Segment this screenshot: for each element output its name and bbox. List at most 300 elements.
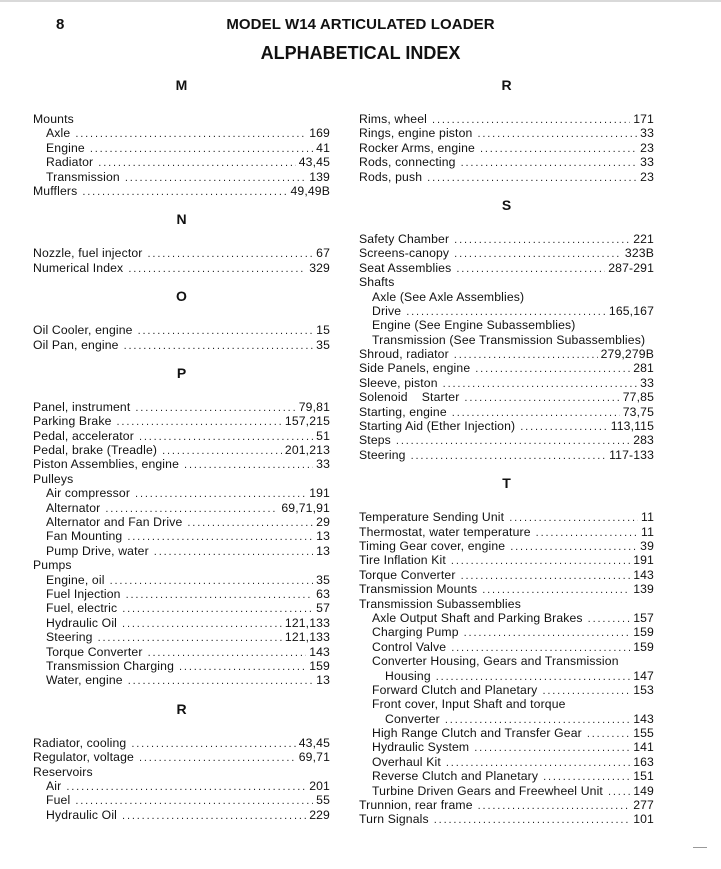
entry-pages: 13 [316, 673, 330, 688]
dot-leader [446, 755, 630, 770]
index-entry [359, 611, 654, 625]
entry-pages: 143 [309, 644, 330, 659]
entry-label: Reservoirs [33, 764, 93, 779]
entry-pages: 147 [633, 668, 654, 683]
dot-leader [138, 323, 314, 338]
entry-label: Numerical Index [33, 260, 124, 275]
dot-leader [461, 568, 631, 583]
dot-leader [432, 112, 630, 127]
entry-label: Fuel [46, 793, 71, 808]
index-entry [359, 419, 654, 433]
dot-leader [98, 155, 295, 170]
entry-label: Radiator, cooling [33, 735, 127, 750]
index-entry [33, 808, 330, 822]
entry-label: Pump Drive, water [46, 543, 149, 558]
index-entry [33, 765, 330, 779]
dot-leader [452, 405, 620, 420]
dot-leader [135, 486, 306, 501]
entry-label: Pedal, accelerator [33, 428, 134, 443]
dot-leader [434, 812, 630, 827]
index-entry [33, 616, 330, 630]
entry-label: Turbine Driven Gears and Freewheel Unit [372, 783, 603, 798]
entry-label: Converter [385, 711, 440, 726]
entry-label: Control Valve [372, 639, 447, 654]
entry-label: Piston Assemblies, engine [33, 457, 180, 472]
entry-label: Transmission (See Transmission Subassemblies) [372, 332, 646, 347]
entry-pages: 23 [640, 140, 654, 155]
index-entry [359, 525, 654, 539]
dot-leader [75, 126, 306, 141]
entry-pages: 57 [316, 601, 330, 616]
entry-label: Transmission [46, 169, 120, 184]
index-entry [359, 669, 654, 683]
entry-pages: 141 [633, 740, 654, 755]
entry-label: Mounts [33, 112, 74, 126]
entry-label: Nozzle, fuel injector [33, 246, 143, 261]
dot-leader [411, 448, 607, 463]
section-letter: N [176, 211, 187, 228]
entry-pages: 191 [633, 553, 654, 568]
dot-leader [461, 155, 638, 170]
index-entry [359, 597, 654, 611]
entry-label: Torque Converter [46, 644, 143, 659]
entry-pages: 163 [633, 754, 654, 769]
index-entry [359, 798, 654, 812]
section-spacer [33, 226, 330, 246]
entry-label: Rims, wheel [359, 112, 428, 126]
entry-pages: 67 [316, 246, 330, 261]
dot-leader [122, 616, 282, 631]
dot-leader [480, 141, 637, 156]
entry-pages: 23 [640, 169, 654, 184]
entry-label: Fan Mounting [46, 529, 123, 544]
entry-pages: 33 [640, 375, 654, 390]
page-number: 8 [56, 16, 65, 33]
entry-pages: 323B [624, 246, 654, 261]
entry-pages: 191 [309, 486, 330, 501]
index-entry [33, 184, 330, 198]
index-entry [33, 630, 330, 644]
entry-label: Sleeve, piston [359, 375, 438, 390]
index-entry [359, 740, 654, 754]
index-entry [359, 390, 654, 404]
index-entry [359, 640, 654, 654]
entry-pages: 153 [633, 682, 654, 697]
dot-leader [588, 611, 631, 626]
entry-label: Seat Assemblies [359, 260, 452, 275]
entry-label: Water, engine [46, 673, 123, 688]
entry-label: Converter Housing, Gears and Transmission [372, 654, 619, 669]
entry-label: Trunnion, rear frame [359, 798, 473, 813]
index-entry [359, 625, 654, 639]
dot-leader [135, 400, 295, 415]
index-entry [33, 141, 330, 155]
entry-label: Transmission Charging [46, 658, 175, 673]
entry-pages: 171 [633, 112, 654, 126]
section-letter: M [175, 77, 188, 93]
entry-pages: 11 [641, 524, 654, 539]
entry-pages: 113,115 [610, 419, 654, 434]
entry-label: Starting Aid (Ether Injection) [359, 419, 516, 434]
entry-pages: 169 [309, 126, 330, 141]
index-entry [359, 448, 654, 462]
entry-pages: 69,71,91 [281, 500, 330, 515]
entry-pages: 49,49B [290, 183, 330, 198]
index-entry [33, 529, 330, 543]
index-entry [33, 155, 330, 169]
dot-leader [454, 347, 598, 362]
dot-leader [436, 669, 630, 684]
entry-label: Alternator and Fan Drive [46, 515, 183, 530]
dot-leader [127, 529, 313, 544]
entry-label: Hydraulic Oil [46, 807, 118, 822]
entry-pages: 73,75 [622, 404, 654, 419]
entry-label: Turn Signals [359, 812, 429, 827]
index-entry [359, 405, 654, 419]
scan-mark [693, 847, 707, 848]
dot-leader [510, 539, 637, 554]
index-entry [33, 400, 330, 414]
dot-leader [128, 673, 313, 688]
dot-leader [124, 338, 314, 353]
section-spacer [33, 716, 330, 736]
entry-label: Shroud, radiator [359, 347, 449, 362]
entry-pages: 157,215 [284, 414, 330, 429]
entry-pages: 77,85 [622, 390, 654, 405]
dot-leader [75, 793, 313, 808]
entry-pages: 139 [309, 169, 330, 184]
index-entry [359, 568, 654, 582]
dot-leader [125, 170, 306, 185]
dot-leader [98, 630, 282, 645]
entry-label: Pumps [33, 558, 72, 573]
dot-leader [406, 304, 606, 319]
dot-leader [542, 683, 630, 698]
section-spacer [359, 212, 654, 232]
index-column-right [359, 78, 654, 827]
index-entry [33, 323, 330, 337]
entry-pages: 117-133 [609, 447, 654, 462]
dot-leader [139, 750, 296, 765]
dot-leader [110, 573, 314, 588]
entry-label: Oil Cooler, engine [33, 323, 133, 338]
entry-label: Transmission Mounts [359, 582, 478, 597]
index-entry [359, 553, 654, 567]
index-entry [359, 141, 654, 155]
entry-label: Housing [385, 668, 431, 683]
index-entry [33, 170, 330, 184]
dot-leader [451, 640, 630, 655]
dot-leader [117, 414, 282, 429]
entry-pages: 39 [640, 538, 654, 553]
index-entry [33, 429, 330, 443]
dot-leader [445, 712, 630, 727]
dot-leader [90, 141, 313, 156]
entry-label: Mufflers [33, 183, 78, 198]
index-entry [33, 750, 330, 764]
dot-leader [520, 419, 607, 434]
dot-leader [66, 779, 306, 794]
entry-label: Steering [46, 630, 93, 645]
index-entry [33, 736, 330, 750]
entry-label: Overhaul Kit [372, 754, 441, 769]
index-entry [359, 510, 654, 524]
index-entry [33, 645, 330, 659]
entry-pages: 29 [316, 515, 330, 530]
entry-pages: 149 [633, 783, 654, 798]
entry-label: Solenoid Starter [359, 390, 460, 405]
index-entry [33, 659, 330, 673]
index-entry [33, 126, 330, 140]
index-entry [33, 587, 330, 601]
entry-pages: 201 [309, 778, 330, 793]
index-entry [33, 472, 330, 486]
entry-pages: 51 [316, 428, 330, 443]
entry-pages: 35 [316, 572, 330, 587]
dot-leader [478, 798, 631, 813]
entry-pages: 55 [316, 793, 330, 808]
entry-pages: 101 [633, 812, 654, 827]
entry-label: Fuel, electric [46, 601, 118, 616]
entry-pages: 43,45 [298, 735, 330, 750]
index-entry [33, 457, 330, 471]
entry-label: Forward Clutch and Planetary [372, 682, 538, 697]
index-entry [33, 112, 330, 126]
entry-label: Torque Converter [359, 567, 456, 582]
index-entry [359, 155, 654, 169]
dot-leader [82, 184, 287, 199]
entry-pages: 43,45 [298, 155, 330, 170]
index-entry [33, 501, 330, 515]
entry-pages: 79,81 [298, 399, 330, 414]
entry-label: Hydraulic System [372, 740, 470, 755]
index-entry [359, 261, 654, 275]
entry-label: Axle Output Shaft and Parking Brakes [372, 610, 583, 625]
entry-pages: 63 [316, 586, 330, 601]
entry-label: Engine, oil [46, 572, 105, 587]
index-entry [359, 697, 654, 711]
entry-pages: 121,133 [284, 615, 330, 630]
dot-leader [184, 457, 313, 472]
entry-label: Front cover, Input Shaft and torque [372, 697, 566, 712]
entry-pages: 15 [316, 323, 330, 338]
index-entry [359, 376, 654, 390]
entry-label: Engine (See Engine Subassemblies) [372, 318, 576, 333]
index-entry [359, 290, 654, 304]
entry-label: Transmission Subassemblies [359, 596, 521, 611]
entry-label: Radiator [46, 155, 94, 170]
entry-pages: 157 [633, 610, 654, 625]
section-letter: P [176, 364, 187, 381]
entry-pages: 121,133 [284, 630, 330, 645]
entry-pages: 229 [309, 807, 330, 822]
entry-label: Air compressor [46, 486, 131, 501]
entry-label: Reverse Clutch and Planetary [372, 769, 539, 784]
section-spacer [359, 92, 654, 112]
entry-label: High Range Clutch and Transfer Gear [372, 726, 582, 741]
dot-leader [474, 740, 630, 755]
index-entry [33, 779, 330, 793]
index-entry [359, 170, 654, 184]
section-letter: O [176, 288, 187, 305]
index-entry [359, 712, 654, 726]
section-spacer [33, 303, 330, 323]
section-letter: R [501, 77, 512, 93]
entry-pages: 69,71 [298, 750, 330, 765]
dot-leader [105, 501, 278, 516]
entry-pages: 13 [316, 543, 330, 558]
section-spacer [33, 92, 330, 112]
index-entry [359, 126, 654, 140]
index-entry [359, 683, 654, 697]
entry-label: Alternator [46, 500, 101, 515]
entry-label: Parking Brake [33, 414, 112, 429]
entry-label: Rods, push [359, 169, 423, 184]
entry-pages: 33 [640, 155, 654, 170]
entry-pages: 139 [633, 582, 654, 597]
dot-leader [443, 376, 637, 391]
index-entry [33, 793, 330, 807]
entry-label: Air [46, 778, 62, 793]
index-entry [359, 784, 654, 798]
dot-leader [477, 126, 637, 141]
index-entry [359, 246, 654, 260]
entry-pages: 283 [633, 433, 654, 448]
index-entry [359, 347, 654, 361]
entry-pages: 35 [316, 337, 330, 352]
index-entry [33, 601, 330, 615]
dot-leader [464, 625, 631, 640]
index-entry [33, 486, 330, 500]
dot-leader [148, 645, 307, 660]
dot-leader [608, 784, 630, 799]
entry-pages: 279,279B [600, 347, 654, 362]
entry-label: Regulator, voltage [33, 750, 134, 765]
dot-leader [451, 553, 630, 568]
entry-label: Rods, connecting [359, 155, 456, 170]
entry-pages: 165,167 [608, 303, 654, 318]
index-column-left [33, 78, 330, 822]
entry-label: Rings, engine piston [359, 126, 473, 141]
entry-label: Axle [46, 126, 71, 141]
entry-label: Drive [372, 303, 402, 318]
index-entry [359, 726, 654, 740]
entry-label: Shafts [359, 275, 395, 290]
index-entry [33, 414, 330, 428]
index-entry [33, 443, 330, 457]
entry-label: Thermostat, water temperature [359, 524, 531, 539]
entry-pages: 155 [633, 726, 654, 741]
index-entry [359, 812, 654, 826]
dot-leader [454, 232, 630, 247]
dot-leader [587, 726, 630, 741]
section-letter: T [502, 475, 511, 492]
entry-label: Hydraulic Oil [46, 615, 118, 630]
entry-label: Fuel Injection [46, 586, 121, 601]
section-letter: R [176, 700, 187, 717]
entry-label: Starting, engine [359, 404, 447, 419]
entry-pages: 33 [316, 457, 330, 472]
index-entry [359, 232, 654, 246]
index-entry [359, 769, 654, 783]
index-entry [33, 246, 330, 260]
dot-leader [179, 659, 306, 674]
dot-leader [126, 587, 314, 602]
index-entry [33, 338, 330, 352]
section-spacer [359, 490, 654, 510]
index-entry [359, 582, 654, 596]
dot-leader [396, 433, 630, 448]
entry-label: Pedal, brake (Treadle) [33, 443, 158, 458]
dot-leader [454, 246, 622, 261]
dot-leader [456, 261, 605, 276]
entry-pages: 151 [633, 769, 654, 784]
dot-leader [131, 736, 295, 751]
dot-leader [187, 515, 313, 530]
entry-label: Tire Inflation Kit [359, 553, 446, 568]
section-letter: S [501, 196, 512, 213]
section-spacer [33, 380, 330, 400]
index-entry [33, 558, 330, 572]
entry-pages: 143 [633, 711, 654, 726]
dot-leader [482, 582, 630, 597]
index-entry [359, 755, 654, 769]
index-title: ALPHABETICAL INDEX [260, 43, 461, 63]
index-entry [359, 361, 654, 375]
index-entry [359, 333, 654, 347]
index-entry [33, 573, 330, 587]
index-entry [359, 304, 654, 318]
entry-pages: 159 [633, 639, 654, 654]
entry-label: Steps [359, 433, 391, 448]
entry-label: Steering [359, 447, 406, 462]
index-entry [33, 544, 330, 558]
dot-leader [122, 808, 306, 823]
entry-pages: 281 [633, 361, 654, 376]
entry-pages: 221 [633, 231, 654, 246]
entry-pages: 13 [316, 529, 330, 544]
dot-leader [536, 525, 638, 540]
entry-label: Axle (See Axle Assemblies) [372, 289, 525, 304]
dot-leader [139, 429, 313, 444]
entry-label: Charging Pump [372, 625, 459, 640]
index-entry [359, 654, 654, 668]
index-entry [359, 539, 654, 553]
dot-leader [464, 390, 619, 405]
entry-label: Engine [46, 140, 85, 155]
entry-pages: 143 [633, 567, 654, 582]
running-title: MODEL W14 ARTICULATED LOADER [226, 16, 495, 33]
dot-leader [148, 246, 314, 261]
entry-pages: 277 [633, 798, 654, 813]
entry-label: Safety Chamber [359, 231, 450, 246]
dot-leader [475, 361, 630, 376]
entry-label: Panel, instrument [33, 399, 131, 414]
entry-pages: 41 [316, 140, 330, 155]
dot-leader [162, 443, 282, 458]
entry-label: Rocker Arms, engine [359, 140, 475, 155]
entry-label: Temperature Sending Unit [359, 510, 505, 525]
index-entry [33, 261, 330, 275]
dot-leader [509, 510, 638, 525]
entry-pages: 201,213 [284, 443, 330, 458]
entry-label: Oil Pan, engine [33, 337, 119, 352]
index-entry [359, 318, 654, 332]
entry-pages: 33 [640, 126, 654, 141]
entry-label: Timing Gear cover, engine [359, 538, 506, 553]
index-entry [33, 673, 330, 687]
entry-label: Screens-canopy [359, 246, 450, 261]
